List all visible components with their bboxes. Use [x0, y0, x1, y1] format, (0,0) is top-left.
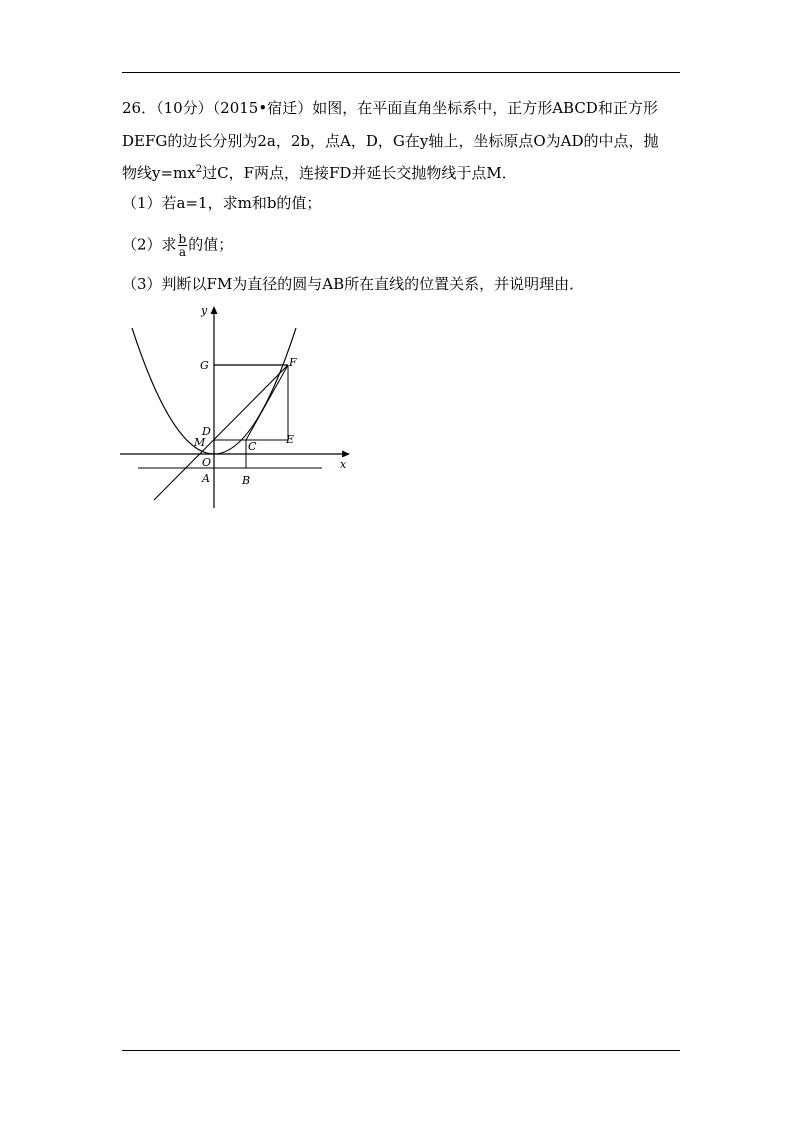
- label-o: O: [202, 456, 212, 469]
- problem-line-2: DEFG的边长分别为2a，2b，点A，D，G在y轴上，坐标原点O为AD的中点，抛: [122, 132, 659, 150]
- label-b: B: [242, 474, 251, 487]
- label-e: E: [286, 433, 295, 446]
- line3-exponent: 2: [195, 164, 203, 175]
- problem-line-1: 26．（10分）（2015•宿迁）如图，在平面直角坐标系中，正方形ABCD和正方形: [122, 99, 658, 117]
- label-m: M: [194, 436, 206, 449]
- line3-text-post: 过C，F两点，连接FD并延长交抛物线于点M．: [202, 164, 517, 182]
- question-2-pre: （2）求: [122, 235, 177, 254]
- fraction-denominator: a: [178, 245, 186, 259]
- line3-text-pre: 物线y=mx: [122, 164, 196, 182]
- label-y: y: [201, 304, 208, 317]
- bottom-rule: [122, 1050, 680, 1051]
- line-fdm: [154, 365, 288, 500]
- problem-line-3: [122, 163, 682, 183]
- fraction-b-over-a: [178, 233, 188, 258]
- y-axis-arrow: [211, 306, 218, 314]
- segment-fc: [246, 365, 288, 440]
- question-2: [122, 233, 682, 258]
- label-c: C: [248, 440, 257, 453]
- geometry-figure: [118, 300, 368, 512]
- question-3: （3）判断以FM为直径的圆与AB所在直线的位置关系，并说明理由．: [122, 275, 585, 293]
- top-rule: [122, 72, 680, 73]
- label-x: x: [340, 458, 347, 471]
- label-d: D: [202, 425, 211, 438]
- label-g: G: [200, 359, 209, 372]
- label-f: F: [289, 356, 297, 369]
- label-a: A: [202, 472, 210, 485]
- x-axis-arrow: [342, 451, 350, 458]
- fraction-numerator: b: [178, 232, 187, 246]
- question-2-post: 的值；: [188, 235, 234, 254]
- question-1: （1）若a=1，求m和b的值；: [122, 194, 322, 212]
